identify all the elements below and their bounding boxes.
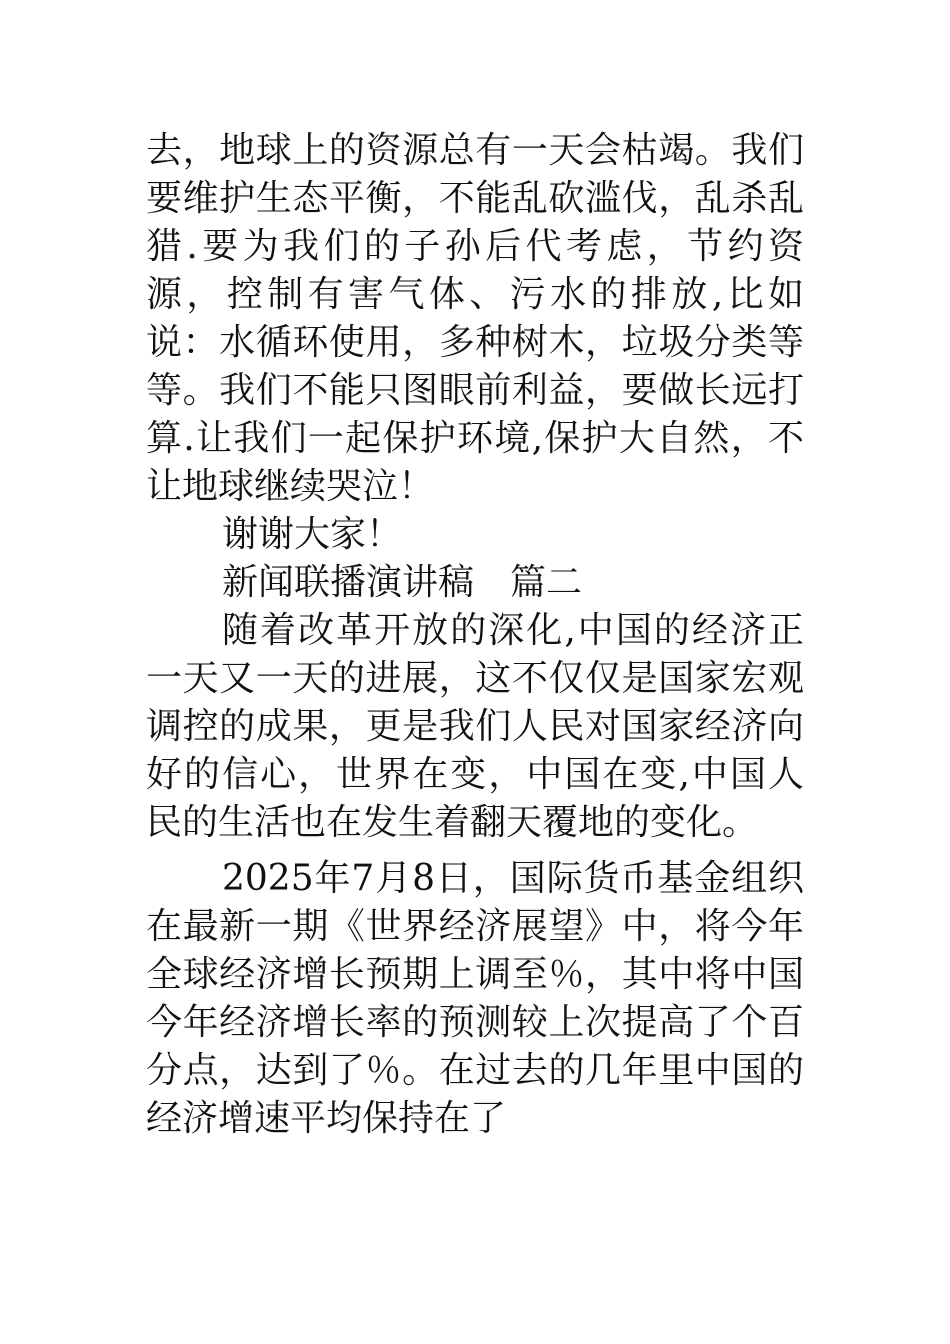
paragraph-thanks: 谢谢大家！ xyxy=(222,514,403,555)
section-heading: 新闻联播演讲稿 篇二 xyxy=(222,562,583,603)
paragraph-imf: 2025年7月8日，国际货币基金组织在最新一期《世界经济展望》中，将今年全球经济增长预期上调至％，其中将中国今年经济增长率的预测较上次提高了个百分点，达到了％。在过去的几年里中国的经济增速平均保持在了 xyxy=(146,858,804,1139)
document-body xyxy=(146,127,804,1143)
paragraph-reform: 随着改革开放的深化,中国的经济正一天又一天的进展，这不仅仅是国家宏观调控的成果，更是我们人民对国家经济向好的信心，世界在变，中国在变,中国人民的生活也在发生着翻天覆地的变化。 xyxy=(146,610,804,843)
paragraph-environment: 去，地球上的资源总有一天会枯竭。我们要维护生态平衡，不能乱砍滥伐，乱杀乱猎.要为我们的子孙后代考虑，节约资源，控制有害气体、污水的排放,比如说：水循环使用，多种树木，垃圾分类等等。我们不能只图眼前利益，要做长远打算.让我们一起保护环境,保护大自然，不让地球继续哭泣！ xyxy=(146,130,804,507)
